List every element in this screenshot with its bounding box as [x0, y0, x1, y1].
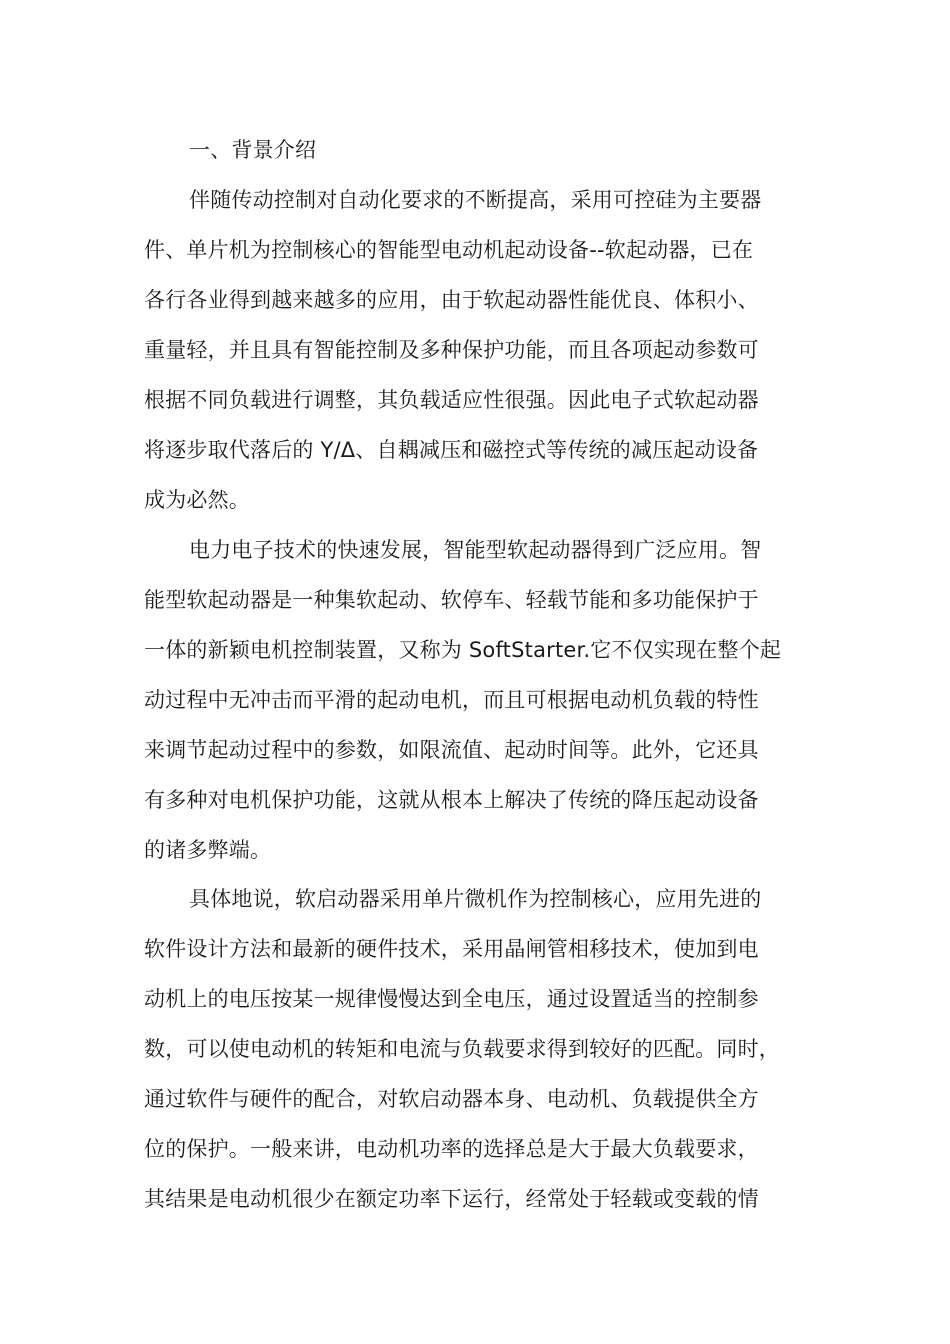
text-line: 重量轻，并且具有智能控制及多种保护功能，而且各项起动参数可 — [144, 338, 759, 362]
text-line: 动过程中无冲击而平滑的起动电机，而且可根据电动机负载的特性 — [144, 688, 759, 712]
text-line: 来调节起动过程中的参数，如限流值、起动时间等。此外，它还具 — [144, 738, 759, 762]
text-line: 的诸多弊端。 — [144, 838, 272, 862]
text-line: 各行各业得到越来越多的应用，由于软起动器性能优良、体积小、 — [144, 288, 759, 312]
text-line: 伴随传动控制对自动化要求的不断提高，采用可控硅为主要器 — [189, 188, 762, 212]
text-line: 一体的新颖电机控制装置，又称为 SoftStarter.它不仅实现在整个起 — [144, 638, 782, 662]
text-line: 根据不同负载进行调整，其负载适应性很强。因此电子式软起动器 — [144, 388, 759, 412]
text-line: 电力电子技术的快速发展，智能型软起动器得到广泛应用。智 — [189, 538, 762, 562]
text-line: 动机上的电压按某一规律慢慢达到全电压，通过设置适当的控制参 — [144, 987, 759, 1011]
text-line: 将逐步取代落后的 Y/Δ、自耦减压和磁控式等传统的减压起动设备 — [144, 438, 759, 462]
text-line: 件、单片机为控制核心的智能型电动机起动设备--软起动器，已在 — [144, 238, 754, 262]
text-line: 成为必然。 — [144, 488, 250, 512]
section-heading: 一、背景介绍 — [189, 138, 317, 162]
text-line: 其结果是电动机很少在额定功率下运行，经常处于轻载或变载的情 — [144, 1187, 759, 1211]
text-line: 通过软件与硬件的配合，对软启动器本身、电动机、负载提供全方 — [144, 1087, 759, 1111]
text-line: 位的保护。一般来讲，电动机功率的选择总是大于最大负载要求， — [144, 1137, 759, 1161]
text-line: 软件设计方法和最新的硬件技术，采用晶闸管相移技术，使加到电 — [144, 937, 759, 961]
text-line: 数，可以使电动机的转矩和电流与负载要求得到较好的匹配。同时， — [144, 1037, 780, 1061]
text-line: 能型软起动器是一种集软起动、软停车、轻载节能和多功能保护于 — [144, 588, 759, 612]
text-line: 有多种对电机保护功能，这就从根本上解决了传统的降压起动设备 — [144, 788, 759, 812]
text-line: 具体地说，软启动器采用单片微机作为控制核心，应用先进的 — [189, 887, 762, 911]
